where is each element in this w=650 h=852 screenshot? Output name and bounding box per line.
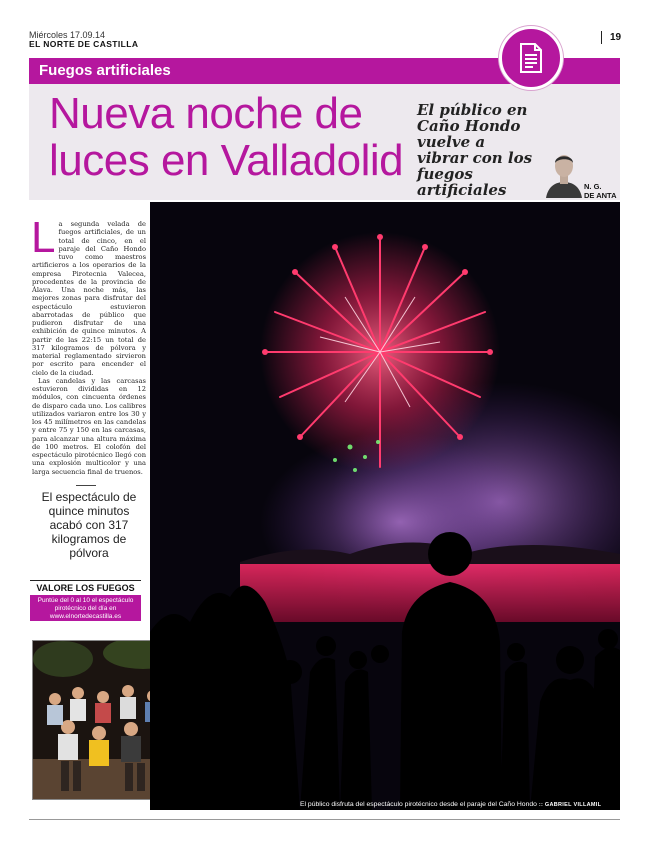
page-number: 19 <box>610 32 622 43</box>
photo-credit: :: GABRIEL VILLAMIL <box>538 802 602 808</box>
section-label: Fuegos artificiales <box>39 62 171 79</box>
rating-promo-title: VALORE LOS FUEGOS <box>30 580 141 595</box>
photo-caption-text: El público disfruta del espectáculo pirotécnico desde el paraje del Caño Hondo <box>300 801 537 808</box>
rating-promo-line-2: pirotécnico del día en <box>54 605 117 612</box>
subheadline: El público en Caño Hondo vuelve a vibrar con los fuegos artificiales <box>417 101 533 199</box>
author-surname: DE ANTA <box>584 191 617 200</box>
author-initials: N. G. <box>584 182 602 191</box>
page-bottom-rule <box>29 819 620 820</box>
headline-band <box>29 84 620 200</box>
headline-line-1: Nueva noche de <box>49 89 363 138</box>
rating-promo-box[interactable] <box>30 580 141 620</box>
article-paragraph-1-text: a segunda velada de fuegos artificiales, de un total de cinco, en el paraje del Caño Hondo tuvo como maestros artificieros a los operarios de la empresa Pirotecnia Valecea, procedentes de la provincia de Álava. Una noche más, las mejores zonas para disfrutar del espectáculo estuvieron abarrotadas de público que pudieron disfrutar de una exhibición de quince minutos. A partir de las 22:15 un total de 317 kilogramos de pólvora y material reglamentado sirvieron por escrito para encender el cielo de la ciudad. <box>32 220 146 377</box>
author-photo <box>544 146 584 198</box>
issue-date: Miércoles 17.09.14 <box>29 30 106 40</box>
rating-promo-body <box>30 595 141 621</box>
document-icon <box>499 26 563 90</box>
headline <box>49 90 403 184</box>
pullquote: El espectáculo de quince minutos acabó con 317 kilogramos de pólvora <box>41 490 137 560</box>
article-paragraph-2: Las candelas y las carcasas estuvieron divididas en 12 módulos, con cincuenta órdenes de disparo cada uno. Los calibres utilizados variaron entre los 30 y los 45 milímetros en las candelas y entre 75 y 150 en las carcasas, para alcanzar una altura máxima de 100 metros. El colofón del espectáculo pirotécnico llegó con una explosión multicolor y una larga secuencia final de truenos. <box>32 376 146 476</box>
article-paragraph-1 <box>31 213 146 377</box>
pullquote-rule <box>76 485 96 486</box>
newspaper-name: EL NORTE DE CASTILLA <box>29 39 139 49</box>
drop-cap: L <box>31 213 56 262</box>
rating-promo-line-1: Puntúe del 0 al 10 el espectáculo <box>37 597 134 604</box>
headline-line-2: luces en Valladolid <box>49 136 404 185</box>
page-number-rule <box>601 31 602 44</box>
photo-caption <box>300 801 601 808</box>
fireworks-illustration <box>150 202 620 810</box>
author-byline <box>584 182 617 200</box>
article-body <box>31 213 146 476</box>
fireworks-photo <box>150 202 620 810</box>
rating-promo-url[interactable]: www.elnortedecastilla.es <box>49 613 122 620</box>
